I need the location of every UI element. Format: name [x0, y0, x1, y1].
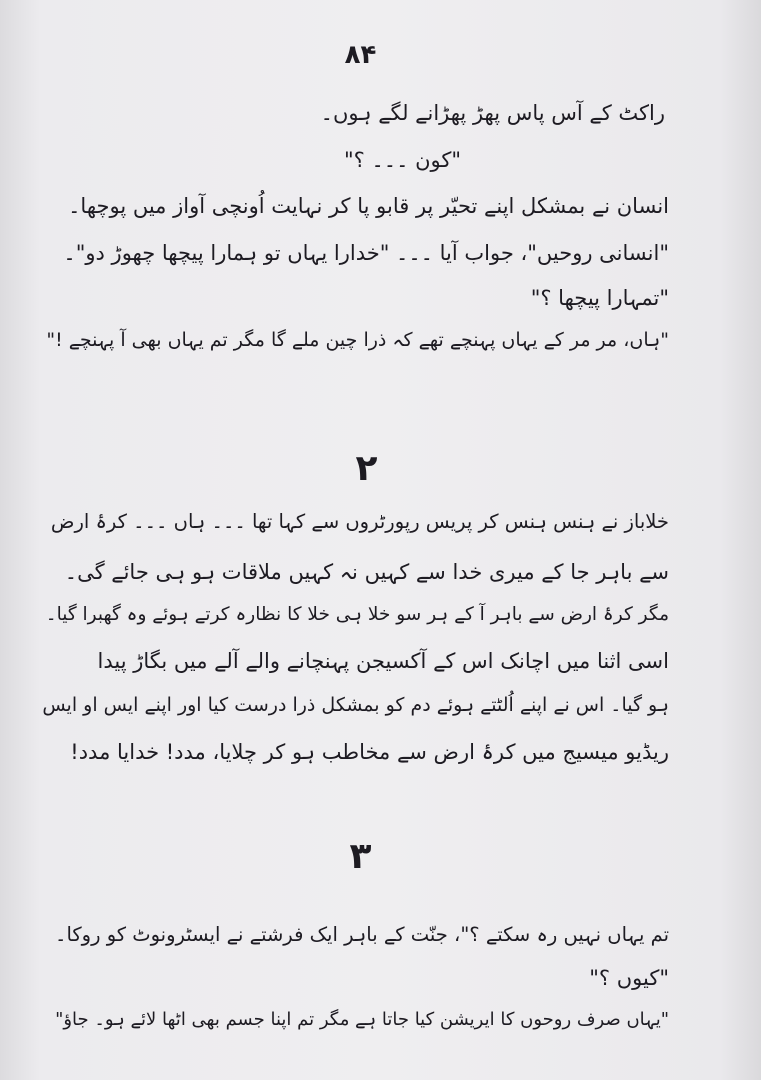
text-line: راکٹ کے آس پاس پھڑ پھڑانے لگے ہوں۔	[320, 101, 665, 125]
text-line: مگر کرۂ ارض سے باہر آ کے ہر سو خلا ہی خلا کا نظارہ کرتے ہوئے وہ گھبرا گیا۔	[45, 604, 669, 625]
text-line: "تمہارا پیچھا ؟"	[530, 286, 669, 310]
page-number: ۸۴	[344, 40, 377, 70]
text-line: انسان نے بمشکل اپنے تحیّر پر قابو پا کر نہایت اُونچی آواز میں پوچھا۔	[68, 194, 669, 218]
section-number: ۳	[349, 836, 372, 877]
section-number: ۲	[355, 448, 378, 489]
text-line: ریڈیو میسیج میں کرۂ ارض سے مخاطب ہو کر چلایا، مدد! خدایا مدد!	[70, 740, 669, 764]
text-line: "یہاں صرف روحوں کا ایریشن کیا جاتا ہے مگر تم اپنا جسم بھی اٹھا لائے ہو۔ جاؤ"	[55, 1009, 669, 1030]
text-line: تم یہاں نہیں رہ سکتے ؟"، جنّت کے باہر ایک فرشتے نے ایسٹرونوٹ کو روکا۔	[55, 923, 669, 946]
text-line: "کیوں ؟"	[589, 966, 669, 990]
text-line: "ہاں، مر مر کے یہاں پہنچے تھے کہ ذرا چین ملے گا مگر تم یہاں بھی آ پہنچے !"	[46, 329, 669, 351]
text-line: "انسانی روحیں"، جواب آیا ۔۔۔ "خدارا یہاں تو ہمارا پیچھا چھوڑ دو"۔	[63, 241, 669, 265]
text-line: خلاباز نے ہنس ہنس کر پریس رپورٹروں سے کہا تھا ۔۔۔ ہاں ۔۔۔ کرۂ ارض	[50, 510, 669, 533]
text-line: سے باہر جا کے میری خدا سے کہیں نہ کہیں ملاقات ہو ہی جائے گی۔	[64, 560, 669, 584]
text-line: "کون ۔۔۔ ؟"	[344, 148, 461, 172]
text-line: ہو گیا۔ اس نے اپنے اُلٹتے ہوئے دم کو بمشکل ذرا درست کیا اور اپنے ایس او ایس	[42, 694, 669, 716]
text-line: اسی اثنا میں اچانک اس کے آکسیجن پہنچانے والے آلے میں بگاڑ پیدا	[97, 649, 669, 673]
